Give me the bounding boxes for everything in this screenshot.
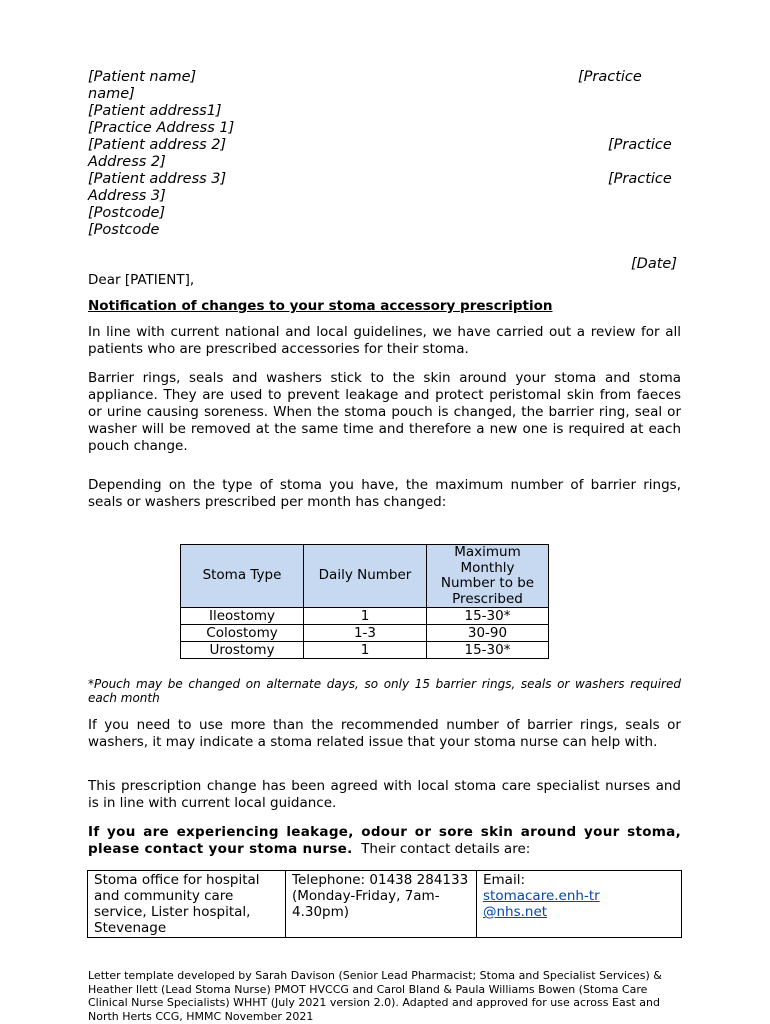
practice-address-3-cont: Address 3]	[88, 188, 166, 204]
contact-telephone: Telephone: 01438 284133 (Monday-Friday, 7am-4.30pm)	[286, 871, 477, 938]
cell-stoma-type: Urostomy	[181, 642, 304, 659]
cell-daily-number: 1	[304, 642, 427, 659]
paragraph-changes: Depending on the type of stoma you have, the maximum number of barrier rings, seals or washers prescribed per month has changed:	[88, 477, 681, 510]
patient-address-2: [Patient address 2]	[88, 137, 227, 153]
paragraph-agreed: This prescription change has been agreed with local stoma care specialist nurses and is in line with current local guidance.	[88, 778, 681, 811]
practice-name: [Practice	[578, 69, 642, 85]
cell-max-monthly: 15-30*	[427, 608, 549, 625]
paragraph-contact	[88, 824, 681, 858]
practice-address-2: [Practice	[608, 137, 672, 153]
cell-daily-number: 1-3	[304, 625, 427, 642]
practice-address-1: [Practice Address 1]	[88, 120, 235, 136]
contact-office: Stoma office for hospital and community care service, Lister hospital, Stevenage	[88, 871, 286, 938]
paragraph-barrier-rings: Barrier rings, seals and washers stick to the skin around your stoma and stoma appliance. They are used to prevent leakage and protect peristomal skin from faeces or urine causing soreness. When the stoma pouch is changed, the barrier ring, seal or washer will be removed at the same time and therefore a new one is required at each pouch change.	[88, 370, 681, 454]
cell-stoma-type: Colostomy	[181, 625, 304, 642]
letter-date: [Date]	[631, 256, 677, 272]
contact-intro: Their contact details are:	[361, 841, 531, 857]
footer-credits: Letter template developed by Sarah Davison (Senior Lead Pharmacist; Stoma and Specialist Services) & Heather Ilett (Lead Stoma Nurse) PMOT HVCCG and Carol Bland & Paula Williams Bowen (Stoma Care Clinical Nurse Specialists) WHHT (July 2021 version 2.0). Adapted and approved for use across East and North Herts CCG, HMMC November 2021	[88, 969, 662, 1023]
paragraph-recommended-number: If you need to use more than the recommended number of barrier rings, seals or washers, it may indicate a stoma related issue that your stoma nurse can help with.	[88, 717, 681, 750]
practice-address-2-cont: Address 2]	[88, 154, 166, 170]
header-max-monthly: Maximum Monthly Number to be Prescribed	[427, 545, 549, 608]
header-daily-number: Daily Number	[304, 545, 427, 608]
postcode-1: [Postcode]	[88, 205, 166, 221]
table-row	[181, 642, 549, 659]
patient-address-1: [Patient address1]	[88, 103, 222, 119]
contact-warning: If you are experiencing leakage, odour or sore skin around your stoma, please contact your stoma nurse.	[88, 824, 681, 857]
practice-address-3: [Practice	[608, 171, 672, 187]
email-link[interactable]: stomacare.enh-tr@nhs.net	[483, 888, 600, 920]
patient-address-3: [Patient address 3]	[88, 171, 227, 187]
email-label: Email:	[483, 872, 526, 888]
cell-daily-number: 1	[304, 608, 427, 625]
contact-row	[88, 871, 682, 938]
practice-name-cont: name]	[88, 86, 135, 102]
letter-heading: Notification of changes to your stoma accessory prescription	[88, 298, 553, 314]
cell-max-monthly: 15-30*	[427, 642, 549, 659]
postcode-2: [Postcode	[88, 222, 160, 238]
table-header-row	[181, 545, 549, 608]
cell-stoma-type: Ileostomy	[181, 608, 304, 625]
stoma-table	[180, 544, 549, 659]
footnote: *Pouch may be changed on alternate days, so only 15 barrier rings, seals or washers required each month	[88, 677, 681, 705]
greeting: Dear [PATIENT],	[88, 272, 195, 288]
patient-name: [Patient name]	[88, 69, 197, 85]
contact-email-cell	[477, 871, 682, 938]
cell-max-monthly: 30-90	[427, 625, 549, 642]
contact-table	[87, 870, 682, 938]
table-row	[181, 608, 549, 625]
table-row	[181, 625, 549, 642]
paragraph-review: In line with current national and local guidelines, we have carried out a review for all patients who are prescribed accessories for their stoma.	[88, 324, 681, 357]
header-stoma-type: Stoma Type	[181, 545, 304, 608]
